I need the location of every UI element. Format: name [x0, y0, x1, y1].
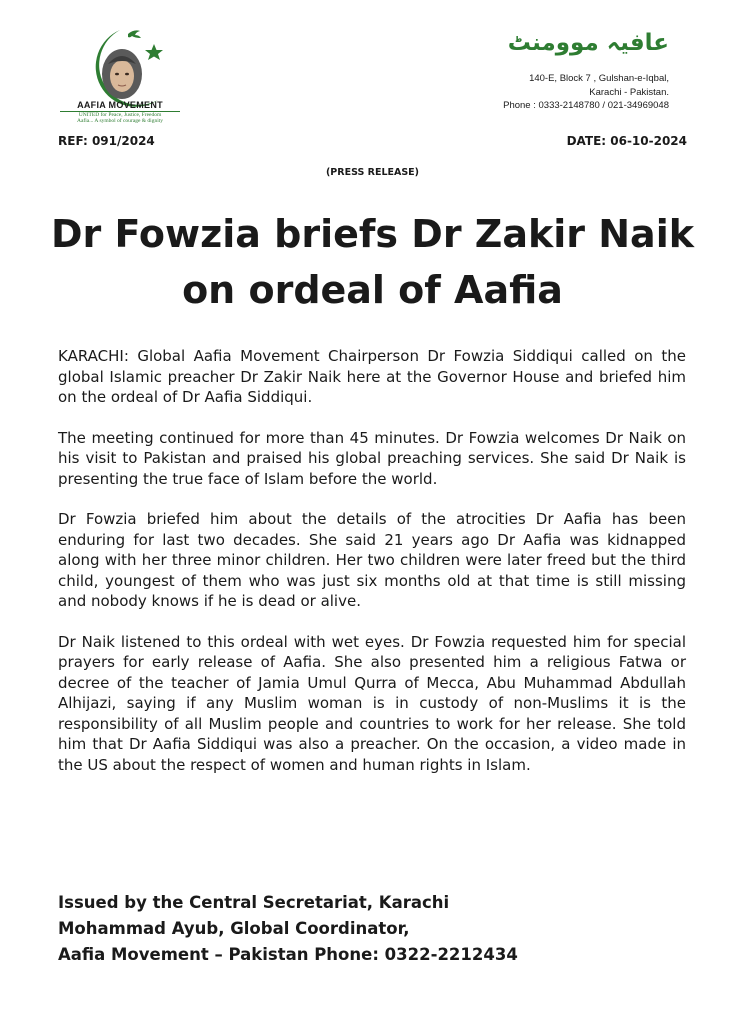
portrait-image	[102, 49, 142, 99]
article-body	[58, 346, 686, 795]
urdu-org-name: عافیہ موومنٹ	[507, 30, 669, 56]
headline-line-1: Dr Fowzia briefs Dr Zakir Naik	[51, 212, 694, 256]
headline	[30, 206, 715, 318]
paragraph-2: The meeting continued for more than 45 minutes. Dr Fowzia welcomes Dr Naik on his visit to Pakistan and praised his global preaching services. She said Dr Naik is presenting the true face of Islam before the world.	[58, 428, 686, 488]
logo-tagline-main: UNITED for Peace, Justice, Freedom	[78, 112, 162, 118]
dove-icon	[128, 30, 141, 38]
address-block	[449, 72, 669, 113]
issuer-line-2: Mohammad Ayub, Global Coordinator,	[58, 919, 410, 938]
issuer-line-1: Issued by the Central Secretariat, Karachi	[58, 893, 450, 912]
logo-name: AAFIA MOVEMENT	[77, 100, 163, 110]
issuer-block	[58, 890, 698, 968]
star-icon	[145, 44, 163, 60]
reference-number: REF: 091/2024	[58, 134, 155, 148]
paragraph-4: Dr Naik listened to this ordeal with wet eyes. Dr Fowzia requested him for special prayers for early release of Aafia. She also presented him a religious Fatwa or decree of the teacher of Jamia Umul Qurra of Mecca, Abu Muhammad Abdullah Alhijazi, saying if any Muslim woman is in custody of non-Muslims it is the responsibility of all Muslim people and countries to work for her release. She told him that Dr Aafia Siddiqui was also a preacher. On the occasion, a video made in the US about the respect of women and human rights in Islam.	[58, 632, 686, 774]
logo-tagline	[58, 112, 182, 124]
phone-line: Phone : 0333-2148780 / 021-34969048	[503, 100, 669, 111]
address-line-2: Karachi - Pakistan.	[589, 86, 669, 98]
press-release-label: (PRESS RELEASE)	[325, 167, 420, 178]
paragraph-3: Dr Fowzia briefed him about the details of the atrocities Dr Aafia has been enduring for last two decades. She said 21 years ago Dr Aafia was kidnapped along with her three minor children. Her two children were later freed but the third child, youngest of them who was just six months old at that time is still missing and nobody knows if he is dead or alive.	[58, 510, 686, 610]
release-date: DATE: 06-10-2024	[566, 134, 687, 148]
logo-tagline-sub: Aafia... A symbol of courage & dignity	[77, 118, 163, 124]
headline-line-2: on ordeal of Aafia	[182, 268, 563, 312]
address-line-1: 140-E, Block 7 , Gulshan-e-Iqbal,	[529, 73, 669, 84]
issuer-line-3: Aafia Movement – Pakistan Phone: 0322-2212434	[58, 945, 518, 964]
paragraph-1: KARACHI: Global Aafia Movement Chairperson Dr Fowzia Siddiqui called on the global Islamic preacher Dr Zakir Naik here at the Governor House and briefed him on the ordeal of Dr Aafia Siddiqui.	[58, 347, 686, 406]
